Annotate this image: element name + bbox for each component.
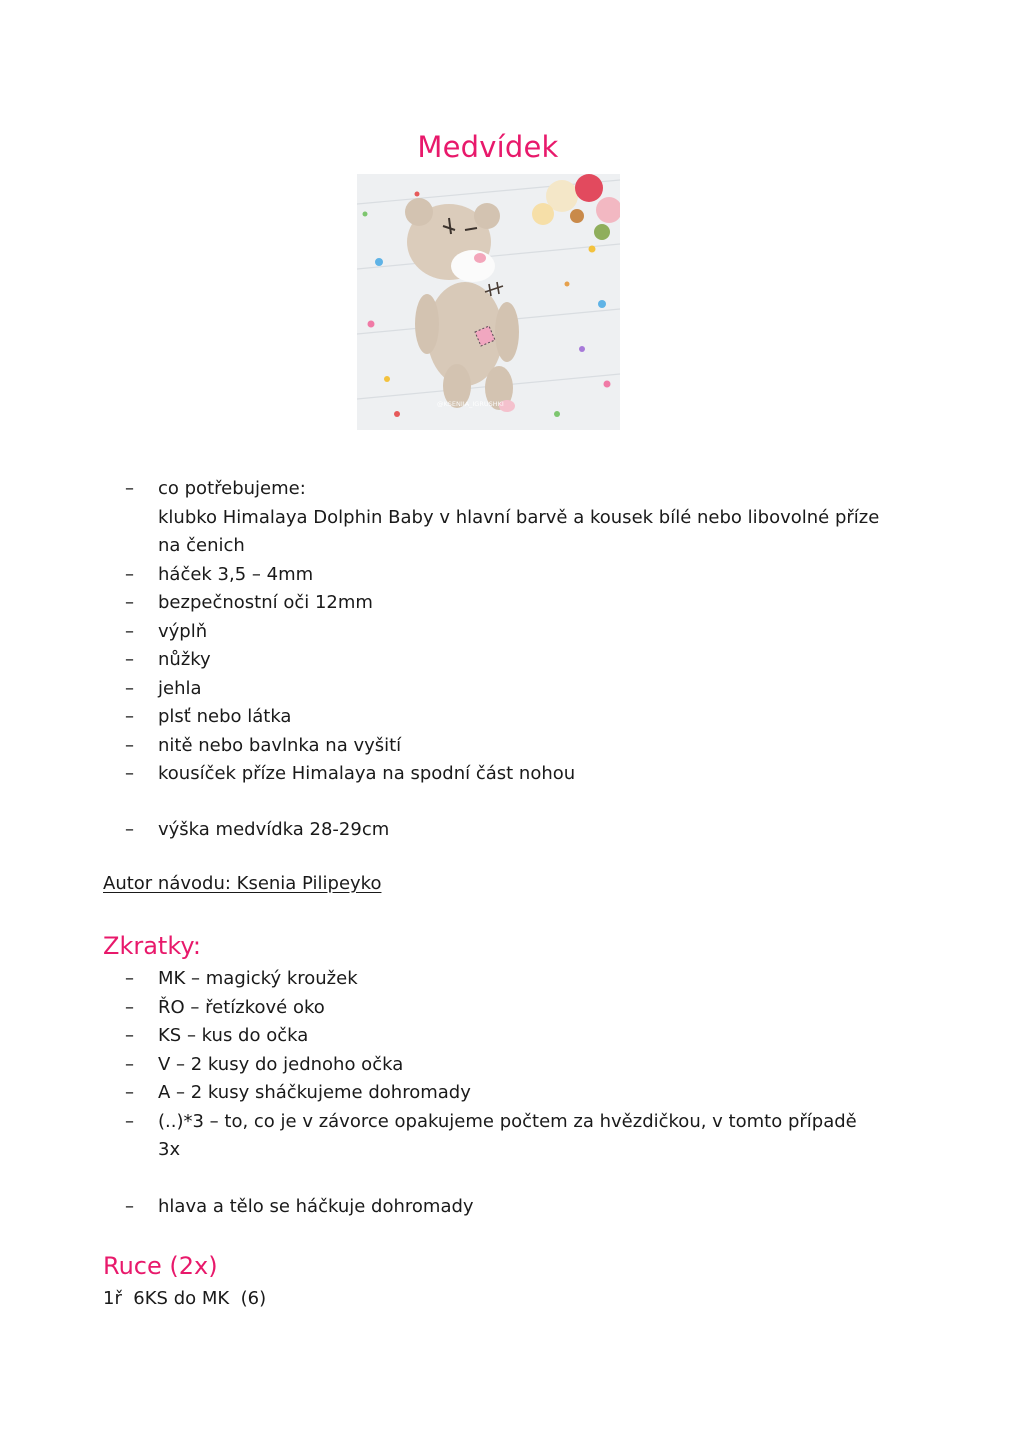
list-item-text: plsť nebo látka [158, 706, 292, 727]
height-note: výška medvídka 28-29cm [158, 819, 390, 840]
dash-marker: – [125, 734, 134, 756]
dash-marker: – [125, 1196, 134, 1217]
dash-marker: – [125, 1110, 134, 1132]
list-item-text: V – 2 kusy do jednoho očka [158, 1053, 404, 1075]
list-item-text: KS – kus do očka [158, 1025, 309, 1046]
list-item [125, 475, 898, 561]
list-item-text: háček 3,5 – 4mm [158, 563, 314, 585]
dash-marker: – [125, 706, 134, 727]
list-item [125, 994, 898, 1023]
list-item [125, 1108, 898, 1165]
list-item [125, 816, 898, 845]
list-item-text: nitě nebo bavlnka na vyšití [158, 734, 402, 756]
list-item-text: 3x [158, 1139, 181, 1160]
list-item-text: výplň [158, 620, 208, 642]
list-item-text: kousíček příze Himalaya na spodní část nohou [158, 763, 576, 784]
list-item-text: A – 2 kusy sháčkujeme dohromady [158, 1082, 471, 1103]
arms-row-1: 1ř 6KS do MK (6) [103, 1288, 267, 1309]
list-item-text: (..)*3 – to, co je v závorce opakujeme počtem za hvězdičkou, v tomto případě [158, 1110, 857, 1132]
page-title: Medvídek [417, 130, 559, 164]
list-item [125, 675, 898, 704]
dash-marker: – [125, 620, 134, 642]
list-item-text: jehla [158, 677, 202, 699]
list-item [125, 965, 898, 994]
list-item [125, 561, 898, 590]
list-item-text: MK – magický kroužek [158, 968, 358, 989]
list-item [125, 1051, 898, 1080]
dash-marker: – [125, 1053, 134, 1075]
list-item [125, 1079, 898, 1108]
abbreviations-list [125, 965, 898, 1165]
list-item [125, 618, 898, 647]
dash-marker: – [125, 819, 134, 840]
head-body-note: hlava a tělo se háčkuje dohromady [158, 1196, 474, 1217]
dash-marker: – [125, 649, 134, 670]
teddy-bear-photo [357, 174, 620, 430]
list-item [125, 760, 898, 789]
height-note-list [125, 816, 898, 845]
materials-list [125, 475, 898, 789]
list-item [125, 703, 898, 732]
dash-marker: – [125, 478, 134, 499]
dash-marker: – [125, 763, 134, 784]
dash-marker: – [125, 677, 134, 699]
list-item-text: co potřebujeme: [158, 478, 306, 499]
list-item-text: nůžky [158, 649, 211, 670]
dash-marker: – [125, 1025, 134, 1046]
list-item [125, 1193, 898, 1222]
dash-marker: – [125, 592, 134, 613]
list-item [125, 589, 898, 618]
list-item-text: na čenich [158, 535, 245, 556]
list-item-text: bezpečnostní oči 12mm [158, 592, 373, 613]
abbreviations-heading: Zkratky: [103, 932, 201, 960]
head-body-note-list [125, 1193, 898, 1222]
dash-marker: – [125, 996, 134, 1018]
dash-marker: – [125, 1082, 134, 1103]
list-item [125, 1022, 898, 1051]
dash-marker: – [125, 563, 134, 585]
list-item [125, 732, 898, 761]
author-link: Autor návodu: Ksenia Pilipeyko [103, 873, 382, 894]
dash-marker: – [125, 968, 134, 989]
arms-heading: Ruce (2x) [103, 1252, 218, 1280]
list-item-text: klubko Himalaya Dolphin Baby v hlavní barvě a kousek bílé nebo libovolné příze [158, 506, 880, 528]
list-item-text: ŘO – řetízkové oko [158, 996, 325, 1018]
list-item [125, 646, 898, 675]
photo-watermark: @KSENIIA_IGRUSHKI [437, 400, 504, 408]
